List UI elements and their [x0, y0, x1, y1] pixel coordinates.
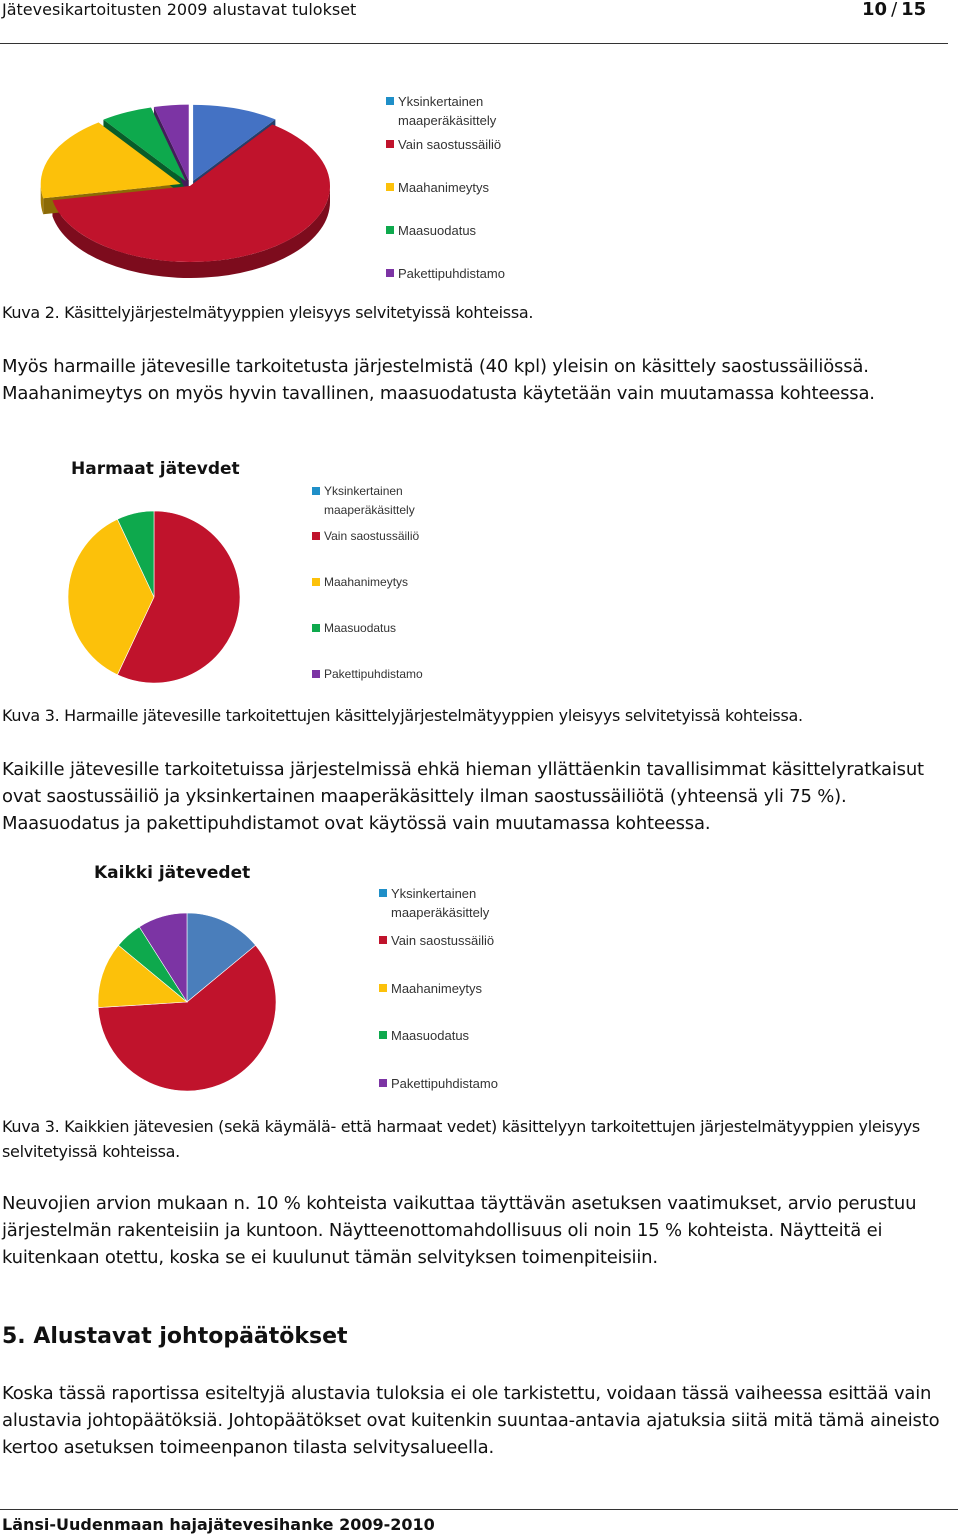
chart3-legend-swatch: [379, 936, 387, 944]
chart3-legend-label-line1: Yksinkertainen: [391, 886, 477, 901]
chart2-legend-label: Maahanimeytys: [324, 575, 409, 589]
chart1-legend-label-line2: maaperäkäsittely: [398, 113, 497, 128]
chart1-legend-swatch: [386, 269, 394, 277]
chart3-legend-swatch: [379, 889, 387, 897]
chart3-legend-label: Vain saostussäiliö: [391, 933, 495, 948]
footer-rule: [0, 1509, 958, 1510]
chart1-legend-swatch: [386, 97, 394, 105]
chart1-legend-label: Vain saostussäiliö: [398, 137, 502, 152]
chart2-legend-label-line1: Yksinkertainen: [324, 484, 403, 498]
chart1-legend-label-line1: Yksinkertainen: [398, 94, 484, 109]
chart1-legend-label: Maasuodatus: [398, 223, 477, 238]
figure-caption-kuva3-kaikki-line2: selvitetyissä kohteissa.: [2, 1142, 180, 1161]
chart1-legend-label: Pakettipuhdistamo: [398, 266, 505, 281]
chart2-title: Harmaat jätevdet: [71, 459, 240, 479]
chart2-legend-swatch: [312, 487, 320, 495]
chart3-title: Kaikki jätevedet: [94, 863, 251, 883]
paragraph-kaikki: Kaikille jätevesille tarkoitetuissa järjestelmissä ehkä hieman yllättäenkin tavallisimmat käsittelyratkaisut ovat saostussäiliö ja yksinkertainen maaperäkäsittely ilman saostussäiliötä (yhteensä yli 75 %). Maasuodatus ja pakettipuhdistamot ovat käytössä vain muutamassa kohteessa.: [2, 759, 924, 834]
chart2-legend-label-line2: maaperäkäsittely: [324, 503, 415, 517]
paragraph-neuvojat: Neuvojien arvion mukaan n. 10 % kohteista vaikuttaa täyttävän asetuksen vaatimukset, arvio perustuu järjestelmän rakenteisiin ja kuntoon. Näytteenottomahdollisuus oli noin 15 % kohteista. Näytteitä ei kuitenkaan otettu, koska se ei kuulunut tämän selvityksen toimenpiteisiin.: [2, 1193, 917, 1268]
document-header-title: Jätevesikartoitusten 2009 alustavat tulokset: [2, 0, 357, 19]
chart1-legend-label: Maahanimeytys: [398, 180, 490, 195]
section-heading: 5. Alustavat johtopäätökset: [2, 1324, 348, 1349]
page-current: 10: [862, 0, 888, 20]
chart2-legend: [312, 482, 452, 687]
chart1-legend: [386, 92, 536, 282]
chart1-legend-swatch: [386, 140, 394, 148]
chart3-legend-label: Maahanimeytys: [391, 981, 483, 996]
chart2-legend-swatch: [312, 624, 320, 632]
chart1-legend-label: [398, 92, 496, 130]
chart3-legend-label-line2: maaperäkäsittely: [391, 905, 490, 920]
chart3-legend-label: Pakettipuhdistamo: [391, 1076, 498, 1091]
chart1-legend-swatch: [386, 226, 394, 234]
pie-chart-harmaat: [60, 505, 250, 690]
page-separator: /: [891, 0, 898, 20]
page-number: [862, 0, 926, 20]
header-rule: [0, 43, 948, 44]
pie-chart-kaikki: [90, 905, 285, 1100]
chart2-legend-swatch: [312, 578, 320, 586]
chart3-legend: [379, 884, 529, 1094]
paragraph-johtopaatokset: Koska tässä raportissa esiteltyjä alustavia tuloksia ei ole tarkistettu, voidaan tässä vaiheessa esittää vain alustavia johtopäätöksiä. Johtopäätökset ovat kuitenkin suuntaa-antavia ajatuksia siitä mitä tämä aineisto kertoo asetuksen toimeenpanon tilasta selvitysalueella.: [2, 1383, 940, 1458]
chart3-legend-swatch: [379, 1031, 387, 1039]
figure-caption-kuva2: Kuva 2. Käsittelyjärjestelmätyyppien yleisyys selvitetyissä kohteissa.: [2, 303, 534, 322]
chart2-legend-swatch: [312, 532, 320, 540]
chart3-legend-swatch: [379, 1079, 387, 1087]
paragraph-harmaat: Myös harmaille jätevesille tarkoitetusta järjestelmistä (40 kpl) yleisin on käsittely saostussäiliössä. Maahanimeytys on myös hyvin tavallinen, maasuodatusta käytetään vain muutamassa kohteessa.: [2, 356, 875, 404]
chart3-legend-label: [391, 884, 489, 922]
chart2-legend-label: Vain saostussäiliö: [324, 529, 420, 543]
chart1-legend-swatch: [386, 183, 394, 191]
chart2-legend-label: Maasuodatus: [324, 621, 397, 635]
chart2-legend-label: [324, 482, 415, 520]
chart2-legend-label: Pakettipuhdistamo: [324, 667, 423, 681]
figure-caption-kuva3-harmaat: Kuva 3. Harmaille jätevesille tarkoitettujen käsittelyjärjestelmätyyppien yleisyys selvitetyissä kohteissa.: [2, 706, 803, 725]
page-total: 15: [901, 0, 927, 20]
pie-chart-3d: [40, 100, 340, 278]
footer-text: Länsi-Uudenmaan hajajätevesihanke 2009-2010: [2, 1515, 435, 1534]
chart2-legend-swatch: [312, 670, 320, 678]
chart3-legend-swatch: [379, 984, 387, 992]
chart3-legend-label: Maasuodatus: [391, 1028, 470, 1043]
figure-caption-kuva3-kaikki-line1: Kuva 3. Kaikkien jätevesien (sekä käymälä- että harmaat vedet) käsittelyyn tarkoitettujen järjestelmätyyppien yleisyys: [2, 1117, 920, 1136]
